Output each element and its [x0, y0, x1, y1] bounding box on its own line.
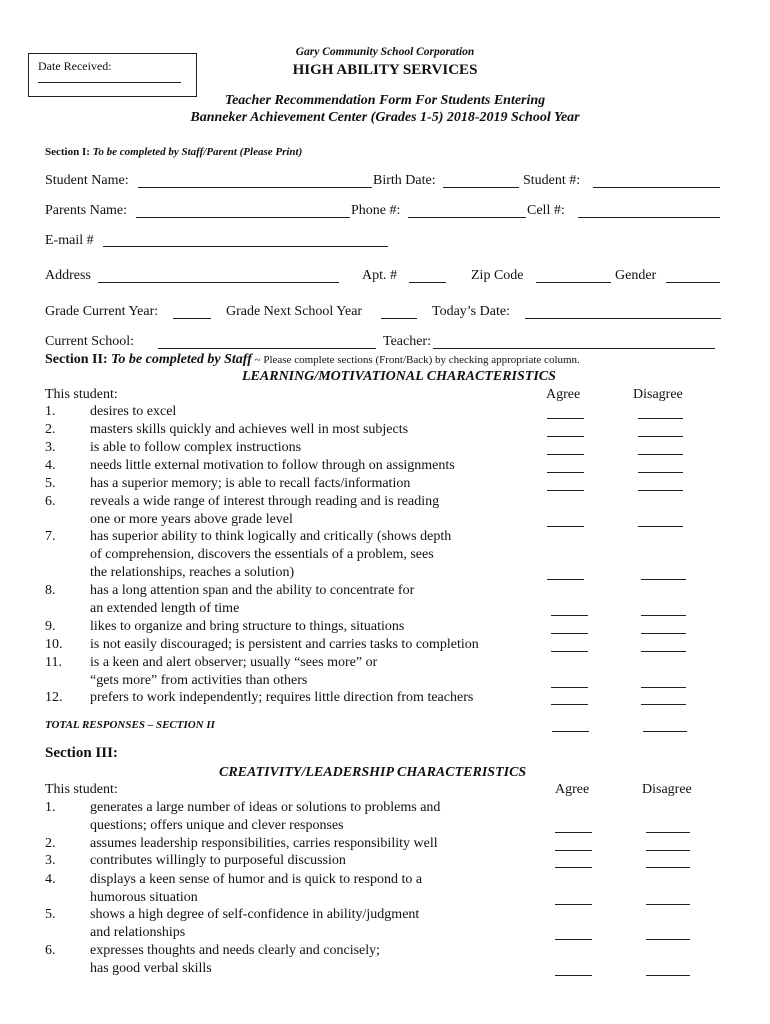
- section2-this-student: This student:: [45, 387, 118, 402]
- agree-check-field[interactable]: [547, 472, 584, 473]
- grade-next-field[interactable]: [381, 318, 417, 319]
- item-number: 1.: [45, 404, 56, 419]
- agree-check-field[interactable]: [555, 975, 592, 976]
- item-number: 4.: [45, 872, 56, 887]
- section1-label: Section I:: [45, 146, 90, 158]
- date-received-label: Date Received:: [38, 59, 112, 73]
- agree-check-field[interactable]: [547, 436, 584, 437]
- item-text: of comprehension, discovers the essentials of a problem, sees: [90, 546, 434, 562]
- zip-field[interactable]: [536, 282, 611, 283]
- item-text: needs little external motivation to follow through on assignments: [90, 458, 455, 473]
- agree-check-field[interactable]: [551, 687, 588, 688]
- item-text: contributes willingly to purposeful discussion: [90, 853, 346, 868]
- current-school-label: Current School:: [45, 334, 135, 349]
- item-number: 4.: [45, 458, 56, 473]
- disagree-check-field[interactable]: [638, 418, 683, 419]
- disagree-check-field[interactable]: [646, 850, 690, 851]
- item-text: is able to follow complex instructions: [90, 440, 302, 455]
- disagree-check-field[interactable]: [638, 526, 683, 527]
- total-agree-field[interactable]: [552, 731, 589, 732]
- disagree-check-field[interactable]: [646, 975, 690, 976]
- disagree-check-field[interactable]: [641, 633, 686, 634]
- item-text: has good verbal skills: [90, 960, 212, 976]
- student-name-label: Student Name:: [45, 173, 129, 188]
- address-label: Address: [45, 268, 91, 283]
- item-number: 12.: [45, 690, 63, 705]
- item-number: 1.: [45, 800, 56, 815]
- disagree-check-field[interactable]: [646, 904, 690, 905]
- section3-disagree-header: Disagree: [642, 782, 692, 797]
- parents-name-label: Parents Name:: [45, 203, 128, 218]
- disagree-check-field[interactable]: [641, 651, 686, 652]
- section3-title: CREATIVITY/LEADERSHIP CHARACTERISTICS: [219, 765, 527, 780]
- item-text: an extended length of time: [90, 600, 240, 616]
- current-school-field[interactable]: [158, 348, 376, 349]
- section3-this-student: This student:: [45, 782, 118, 797]
- section2-title: LEARNING/MOTIVATIONAL CHARACTERISTICS: [242, 369, 556, 384]
- item-text: has a long attention span and the ability to concentrate for: [90, 583, 415, 598]
- student-num-label: Student #:: [523, 173, 581, 188]
- section2-label: Section II:: [45, 352, 108, 367]
- disagree-check-field[interactable]: [646, 867, 690, 868]
- item-text: is a keen and alert observer; usually “sees more” or: [90, 655, 378, 670]
- agree-check-field[interactable]: [547, 526, 584, 527]
- item-number: 9.: [45, 619, 56, 634]
- item-number: 2.: [45, 422, 56, 437]
- item-text: prefers to work independently; requires little direction from teachers: [90, 690, 474, 705]
- section2-agree-header: Agree: [546, 387, 581, 402]
- section2-note: ~ Please complete sections (Front/Back) by checking appropriate column.: [251, 354, 580, 366]
- today-date-label: Today’s Date:: [432, 304, 510, 319]
- disagree-check-field[interactable]: [641, 579, 686, 580]
- item-text: questions; offers unique and clever responses: [90, 817, 344, 833]
- item-number: 5.: [45, 476, 56, 491]
- student-name-field[interactable]: [138, 187, 372, 188]
- birth-date-field[interactable]: [443, 187, 519, 188]
- teacher-label: Teacher:: [383, 334, 431, 349]
- disagree-check-field[interactable]: [641, 615, 686, 616]
- item-number: 2.: [45, 836, 56, 851]
- item-text: displays a keen sense of humor and is quick to respond to a: [90, 872, 423, 887]
- dept-title: HIGH ABILITY SERVICES: [292, 62, 478, 78]
- section2-total-label: TOTAL RESPONSES – SECTION II: [45, 719, 215, 731]
- form-title-1: Teacher Recommendation Form For Students Entering: [224, 93, 546, 108]
- item-text: masters skills quickly and achieves well in most subjects: [90, 422, 409, 437]
- disagree-check-field[interactable]: [646, 939, 690, 940]
- agree-check-field[interactable]: [551, 633, 588, 634]
- agree-check-field[interactable]: [547, 418, 584, 419]
- item-number: 6.: [45, 943, 56, 958]
- disagree-check-field[interactable]: [641, 687, 686, 688]
- item-number: 10.: [45, 637, 63, 652]
- agree-check-field[interactable]: [551, 615, 588, 616]
- item-number: 11.: [45, 655, 62, 670]
- agree-check-field[interactable]: [547, 579, 584, 580]
- grade-current-field[interactable]: [173, 318, 211, 319]
- section2-disagree-header: Disagree: [633, 387, 683, 402]
- item-text: humorous situation: [90, 889, 198, 905]
- disagree-check-field[interactable]: [638, 454, 683, 455]
- agree-check-field[interactable]: [555, 850, 592, 851]
- item-number: 6.: [45, 494, 56, 509]
- cell-field[interactable]: [578, 217, 720, 218]
- birth-date-label: Birth Date:: [373, 173, 436, 188]
- section2-note-bold: To be completed by Staff: [111, 352, 252, 367]
- email-field[interactable]: [103, 246, 388, 247]
- agree-check-field[interactable]: [555, 867, 592, 868]
- agree-check-field[interactable]: [547, 490, 584, 491]
- student-num-field[interactable]: [593, 187, 720, 188]
- form-title-2: Banneker Achievement Center (Grades 1-5) 2018-2019 School Year: [190, 110, 580, 125]
- item-text: and relationships: [90, 924, 186, 940]
- today-date-field[interactable]: [525, 318, 721, 319]
- item-text: has superior ability to think logically and critically (shows depth: [90, 529, 452, 544]
- parents-name-field[interactable]: [136, 217, 350, 218]
- section2-heading: [45, 352, 580, 368]
- item-text: assumes leadership responsibilities, carries responsibility well: [90, 836, 438, 851]
- phone-field[interactable]: [408, 217, 526, 218]
- apt-field[interactable]: [409, 282, 446, 283]
- item-text: has a superior memory; is able to recall facts/information: [90, 476, 411, 491]
- item-text: “gets more” from activities than others: [90, 672, 308, 688]
- disagree-check-field[interactable]: [638, 490, 683, 491]
- section3-agree-header: Agree: [555, 782, 590, 797]
- disagree-check-field[interactable]: [641, 704, 686, 705]
- section1-note: To be completed by Staff/Parent (Please Print): [92, 146, 303, 158]
- item-number: 8.: [45, 583, 56, 598]
- grade-current-label: Grade Current Year:: [45, 304, 159, 319]
- total-disagree-field[interactable]: [643, 731, 687, 732]
- section3-label: Section III:: [45, 745, 118, 761]
- email-label: E-mail #: [45, 233, 94, 248]
- agree-check-field[interactable]: [555, 904, 592, 905]
- address-field[interactable]: [98, 282, 339, 283]
- gender-label: Gender: [615, 268, 657, 283]
- item-text: one or more years above grade level: [90, 511, 293, 527]
- disagree-check-field[interactable]: [638, 436, 683, 437]
- item-text: expresses thoughts and needs clearly and concisely;: [90, 943, 381, 958]
- phone-label: Phone #:: [351, 203, 401, 218]
- org-name: Gary Community School Corporation: [295, 46, 475, 58]
- item-number: 5.: [45, 907, 56, 922]
- agree-check-field[interactable]: [551, 651, 588, 652]
- item-text: likes to organize and bring structure to things, situations: [90, 619, 405, 634]
- apt-label: Apt. #: [362, 268, 397, 283]
- item-text: shows a high degree of self-confidence in ability/judgment: [90, 907, 420, 922]
- cell-label: Cell #:: [527, 203, 565, 218]
- date-received-line[interactable]: [38, 82, 181, 83]
- disagree-check-field[interactable]: [646, 832, 690, 833]
- teacher-field[interactable]: [433, 348, 715, 349]
- zip-label: Zip Code: [471, 268, 524, 283]
- item-text: reveals a wide range of interest through reading and is reading: [90, 494, 440, 509]
- agree-check-field[interactable]: [551, 704, 588, 705]
- item-number: 3.: [45, 853, 56, 868]
- gender-field[interactable]: [666, 282, 720, 283]
- item-text: is not easily discouraged; is persistent and carries tasks to completion: [90, 637, 479, 652]
- item-text: the relationships, reaches a solution): [90, 564, 295, 580]
- section1-heading: [45, 146, 302, 158]
- item-text: generates a large number of ideas or solutions to problems and: [90, 800, 441, 815]
- item-number: 7.: [45, 529, 56, 544]
- item-number: 3.: [45, 440, 56, 455]
- grade-next-label: Grade Next School Year: [226, 304, 363, 319]
- item-text: desires to excel: [90, 404, 177, 419]
- agree-check-field[interactable]: [547, 454, 584, 455]
- agree-check-field[interactable]: [555, 939, 592, 940]
- disagree-check-field[interactable]: [638, 472, 683, 473]
- agree-check-field[interactable]: [555, 832, 592, 833]
